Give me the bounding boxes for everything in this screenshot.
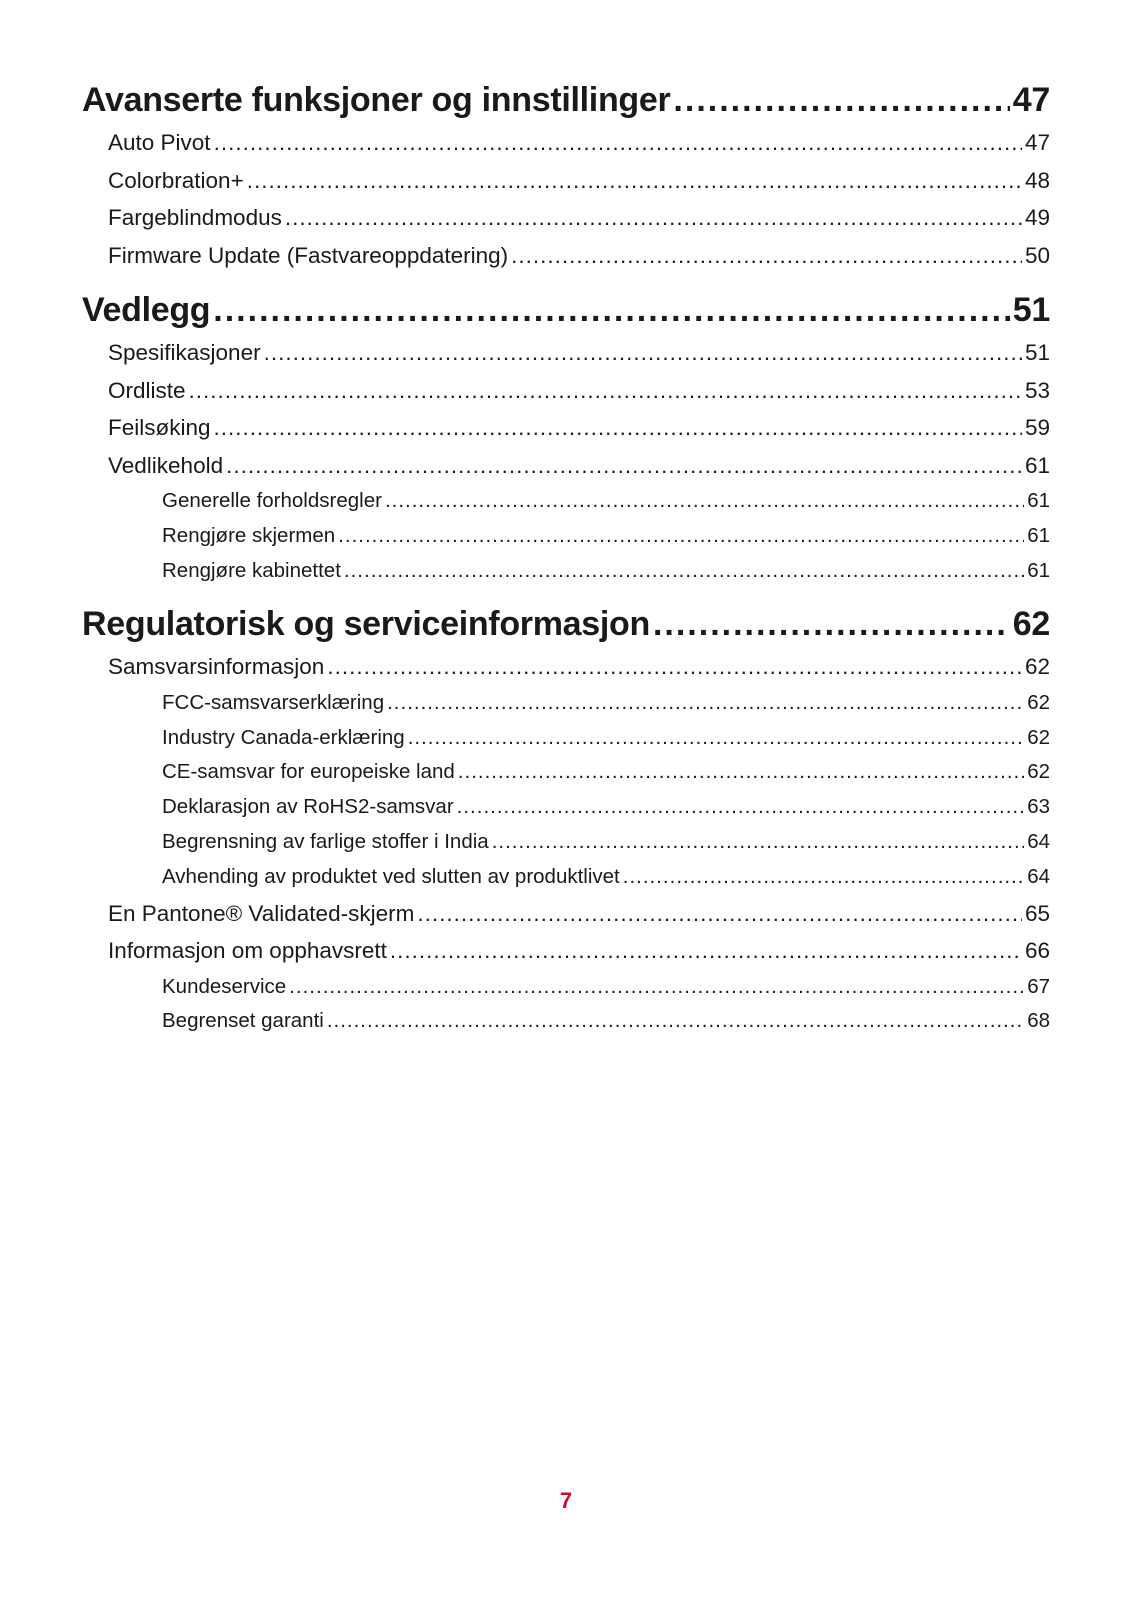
toc-entry-page: 61	[1027, 523, 1050, 547]
toc-entry[interactable]	[82, 600, 1050, 648]
toc-entry[interactable]	[82, 124, 1050, 162]
toc-leader-dots	[417, 895, 1022, 933]
toc-entry-title: Samsvarsinformasjon	[108, 654, 325, 680]
toc-entry-title: Spesifikasjoner	[108, 340, 261, 365]
toc-entry-title: Vedlegg	[82, 291, 211, 329]
toc-entry-title: Feilsøking	[108, 415, 211, 440]
table-of-contents	[82, 76, 1050, 1039]
toc-leader-dots	[214, 409, 1022, 447]
toc-entry-page: 49	[1024, 205, 1050, 230]
toc-entry-title: Informasjon om opphavsrett	[108, 938, 387, 964]
toc-entry[interactable]	[82, 790, 1050, 825]
toc-entry-page: 62	[1027, 760, 1050, 784]
toc-leader-dots	[385, 484, 1024, 519]
toc-leader-dots	[226, 447, 1022, 485]
toc-leader-dots	[338, 519, 1024, 554]
toc-entry[interactable]	[82, 162, 1050, 200]
toc-entry[interactable]	[82, 825, 1050, 860]
toc-entry-title: En Pantone® Validated-skjerm	[108, 900, 415, 926]
toc-entry[interactable]	[82, 447, 1050, 485]
toc-entry[interactable]	[82, 686, 1050, 721]
toc-entry[interactable]	[82, 755, 1050, 790]
toc-entry-title: Kundeservice	[162, 974, 287, 998]
toc-entry[interactable]	[82, 860, 1050, 895]
toc-entry-page: 59	[1024, 415, 1050, 440]
toc-entry-title: Vedlikehold	[108, 452, 224, 478]
toc-leader-dots	[344, 554, 1024, 589]
toc-leader-dots	[653, 600, 1010, 648]
toc-entry-page: 61	[1024, 452, 1050, 478]
toc-entry[interactable]	[82, 286, 1050, 334]
toc-entry-title: Generelle forholdsregler	[162, 489, 382, 512]
toc-leader-dots	[492, 825, 1025, 860]
toc-entry[interactable]	[82, 895, 1050, 933]
toc-entry-page: 67	[1027, 974, 1050, 998]
toc-entry-page: 47	[1012, 81, 1050, 119]
page-number: 7	[559, 1488, 573, 1513]
toc-entry-title: Industry Canada-erklæring	[162, 725, 405, 749]
toc-entry-title: Colorbration+	[108, 167, 244, 193]
toc-leader-dots	[264, 334, 1022, 372]
toc-leader-dots	[289, 970, 1024, 1005]
toc-entry-title: Fargeblindmodus	[108, 205, 282, 230]
toc-entry[interactable]	[82, 409, 1050, 447]
toc-entry-title: Rengjøre kabinettet	[162, 558, 341, 582]
toc-leader-dots	[390, 932, 1022, 970]
toc-entry-title: Avhending av produktet ved slutten av produktlivet	[162, 864, 620, 888]
toc-entry-page: 68	[1027, 1009, 1050, 1033]
toc-entry-title: Avanserte funksjoner og innstillinger	[82, 81, 671, 119]
toc-entry-page: 51	[1012, 291, 1050, 329]
toc-entry[interactable]	[82, 648, 1050, 686]
toc-leader-dots	[247, 162, 1022, 200]
toc-entry-title: Regulatorisk og serviceinformasjon	[82, 605, 650, 644]
toc-leader-dots	[511, 237, 1022, 275]
toc-entry[interactable]	[82, 237, 1050, 275]
toc-entry-page: 62	[1012, 605, 1050, 644]
toc-entry-page: 62	[1027, 690, 1050, 714]
toc-leader-dots	[673, 76, 1009, 124]
toc-entry-page: 61	[1027, 489, 1050, 512]
toc-entry[interactable]	[82, 519, 1050, 554]
toc-leader-dots	[214, 124, 1022, 162]
toc-entry-title: Deklarasjon av RoHS2-samsvar	[162, 795, 454, 819]
toc-entry-title: Begrensning av farlige stoffer i India	[162, 830, 489, 854]
toc-entry[interactable]	[82, 334, 1050, 372]
toc-entry-page: 66	[1024, 938, 1050, 964]
toc-entry[interactable]	[82, 554, 1050, 589]
toc-leader-dots	[457, 790, 1025, 825]
toc-entry-page: 48	[1024, 167, 1050, 193]
toc-entry-page: 64	[1027, 830, 1050, 854]
toc-entry[interactable]	[82, 970, 1050, 1005]
toc-entry[interactable]	[82, 484, 1050, 519]
toc-entry-page: 53	[1024, 377, 1050, 403]
toc-entry[interactable]	[82, 76, 1050, 124]
toc-entry-page: 47	[1024, 130, 1050, 155]
toc-leader-dots	[189, 372, 1022, 410]
toc-entry-page: 63	[1027, 795, 1050, 819]
toc-entry-title: Ordliste	[108, 377, 186, 403]
toc-leader-dots	[408, 721, 1024, 756]
toc-entry[interactable]	[82, 932, 1050, 970]
toc-entry[interactable]	[82, 721, 1050, 756]
toc-entry-title: Auto Pivot	[108, 130, 211, 155]
toc-entry[interactable]	[82, 372, 1050, 410]
toc-leader-dots	[327, 648, 1022, 686]
toc-entry-title: CE-samsvar for europeiske land	[162, 760, 455, 784]
toc-entry-title: Rengjøre skjermen	[162, 523, 336, 547]
toc-entry-title: FCC-samsvarserklæring	[162, 690, 385, 714]
toc-leader-dots	[458, 755, 1024, 790]
toc-entry-page: 61	[1027, 558, 1050, 582]
toc-entry-page: 62	[1024, 654, 1050, 680]
toc-entry-page: 65	[1024, 900, 1050, 926]
toc-leader-dots	[213, 286, 1010, 334]
toc-entry-title: Begrenset garanti	[162, 1009, 324, 1033]
toc-leader-dots	[285, 199, 1022, 237]
toc-leader-dots	[387, 686, 1024, 721]
toc-entry-page: 51	[1024, 340, 1050, 365]
toc-leader-dots	[623, 860, 1024, 895]
toc-leader-dots	[327, 1004, 1024, 1039]
toc-entry-title: Firmware Update (Fastvareoppdatering)	[108, 242, 509, 268]
toc-entry-page: 64	[1027, 864, 1050, 888]
toc-entry[interactable]	[82, 199, 1050, 237]
toc-entry[interactable]	[82, 1004, 1050, 1039]
toc-entry-page: 62	[1027, 725, 1050, 749]
toc-entry-page: 50	[1024, 242, 1050, 268]
